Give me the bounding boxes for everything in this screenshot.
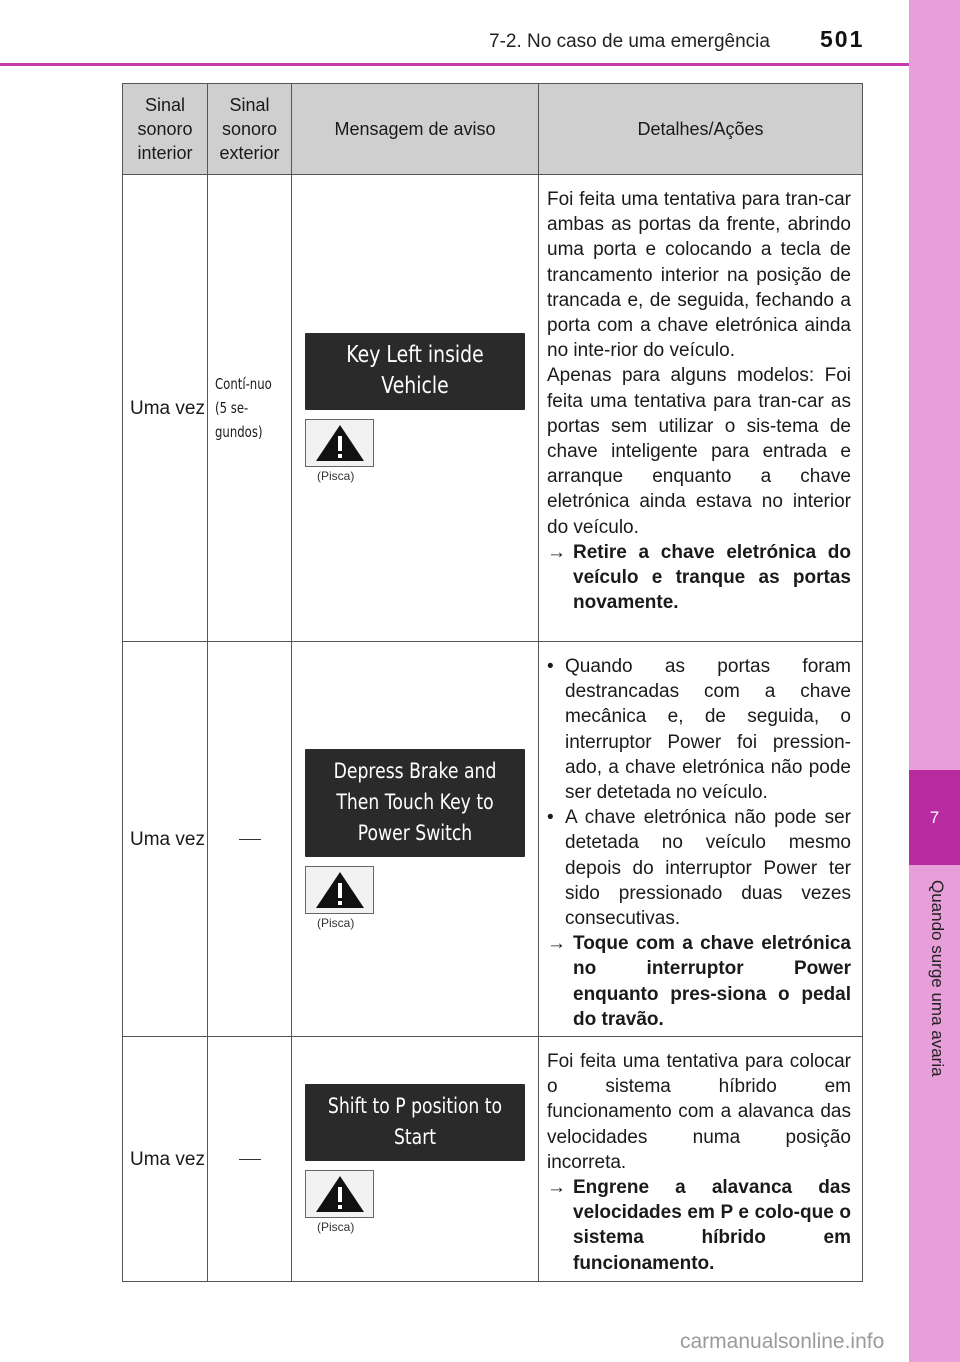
bullet-item — [547, 805, 851, 931]
details-text: Foi feita uma tentativa para colocar o sistema híbrido em funcionamento com a alavanca das velocidades numa posição incorreta. — [547, 1051, 851, 1173]
bullet-icon: • — [547, 807, 554, 829]
column-header-exterior: Sinal sonoro exterior — [208, 84, 292, 174]
blink-label: (Pisca) — [317, 469, 355, 483]
table-header — [123, 84, 862, 175]
bullet-text: A chave eletrónica não pode ser detetada no veículo mesmo depois do interruptor Power ter sido pressionado duas vezes consecutivas. — [565, 807, 851, 930]
exterior-buzzer-cell — [208, 175, 292, 641]
column-header-interior: Sinal sonoro interior — [123, 84, 208, 174]
interior-buzzer-cell: Uma vez — [123, 1037, 208, 1281]
display-message-text: Shift to P position to Start — [327, 1094, 503, 1149]
interior-buzzer-cell: Uma vez — [123, 642, 208, 1036]
action-item — [547, 1175, 851, 1276]
warning-triangle-icon — [305, 419, 374, 467]
warning-message-cell — [292, 1037, 539, 1281]
table-row — [123, 1037, 862, 1281]
exterior-buzzer-none — [239, 839, 261, 840]
arrow-icon: → — [547, 1177, 566, 1199]
details-cell — [539, 175, 862, 641]
display-message — [305, 333, 525, 410]
blink-label: (Pisca) — [317, 915, 355, 930]
header-rule — [0, 63, 909, 66]
action-text: Engrene a alavanca das velocidades em P e colo-que o sistema híbrido em funcionamento. — [573, 1177, 851, 1274]
watermark: carmanualsonline.info — [680, 1330, 885, 1353]
exterior-buzzer-value: Contí-nuo (5 se-gundos) — [215, 375, 272, 441]
display-message — [305, 1084, 525, 1161]
details-cell — [539, 1037, 862, 1281]
bullet-item — [547, 654, 851, 805]
action-item — [547, 931, 851, 1032]
display-message — [305, 749, 525, 857]
warning-message-table — [122, 83, 863, 1282]
warning-message-cell — [292, 175, 539, 641]
page-number: 501 — [820, 26, 865, 52]
details-text-models: Apenas para alguns modelos: Foi feita uma tentativa para tran-car as portas sem utilizar o sis-tema de chave inteligente para entrada e arranque enquanto a chave eletrónica ainda estava no interior do veículo. — [547, 365, 851, 538]
warning-triangle-icon — [305, 866, 374, 914]
display-message-text: Depress Brake and Then Touch Key to Power Switch — [333, 758, 497, 845]
warning-message-cell — [292, 642, 539, 1036]
chapter-side-tab — [909, 0, 960, 1362]
blink-label: (Pisca) — [317, 1220, 355, 1234]
table-row — [123, 642, 862, 1037]
action-text: Toque com a chave eletrónica no interruptor Power enquanto pres-siona o pedal do travão. — [573, 933, 851, 1030]
exterior-buzzer-cell — [208, 642, 292, 1036]
warning-triangle-icon — [305, 1170, 374, 1218]
action-text: Retire a chave eletrónica do veículo e tranque as portas novamente. — [573, 541, 851, 614]
column-header-details: Detalhes/Ações — [637, 119, 764, 139]
arrow-icon: → — [547, 541, 566, 563]
action-item — [547, 540, 851, 616]
chapter-title: Quando surge uma avaria — [928, 880, 947, 1077]
chapter-number: 7 — [909, 770, 960, 865]
exterior-buzzer-none — [239, 1159, 261, 1160]
table-row — [123, 175, 862, 642]
exterior-buzzer-cell — [208, 1037, 292, 1281]
display-message-text: Key Left inside Vehicle — [346, 342, 484, 399]
interior-buzzer-cell: Uma vez — [123, 175, 208, 641]
section-title: 7-2. No caso de uma emergência — [489, 31, 770, 52]
details-text: Foi feita uma tentativa para tran-car ambas as portas da frente, abrindo uma porta e colocando a tecla de trancamento interior na posição de trancada e, de seguida, fechando a porta com a chave eletrónica ainda no inte-rior do veículo. — [547, 189, 851, 362]
bullet-text: Quando as portas foram destrancadas com a chave mecânica e, de seguida, o interruptor Power foi pression-ado, a chave eletrónica não pode ser detetada no veículo. — [565, 656, 851, 804]
details-cell — [539, 642, 862, 1036]
column-header-message: Mensagem de aviso — [292, 84, 539, 174]
bullet-icon: • — [547, 656, 554, 677]
arrow-icon: → — [547, 933, 566, 955]
